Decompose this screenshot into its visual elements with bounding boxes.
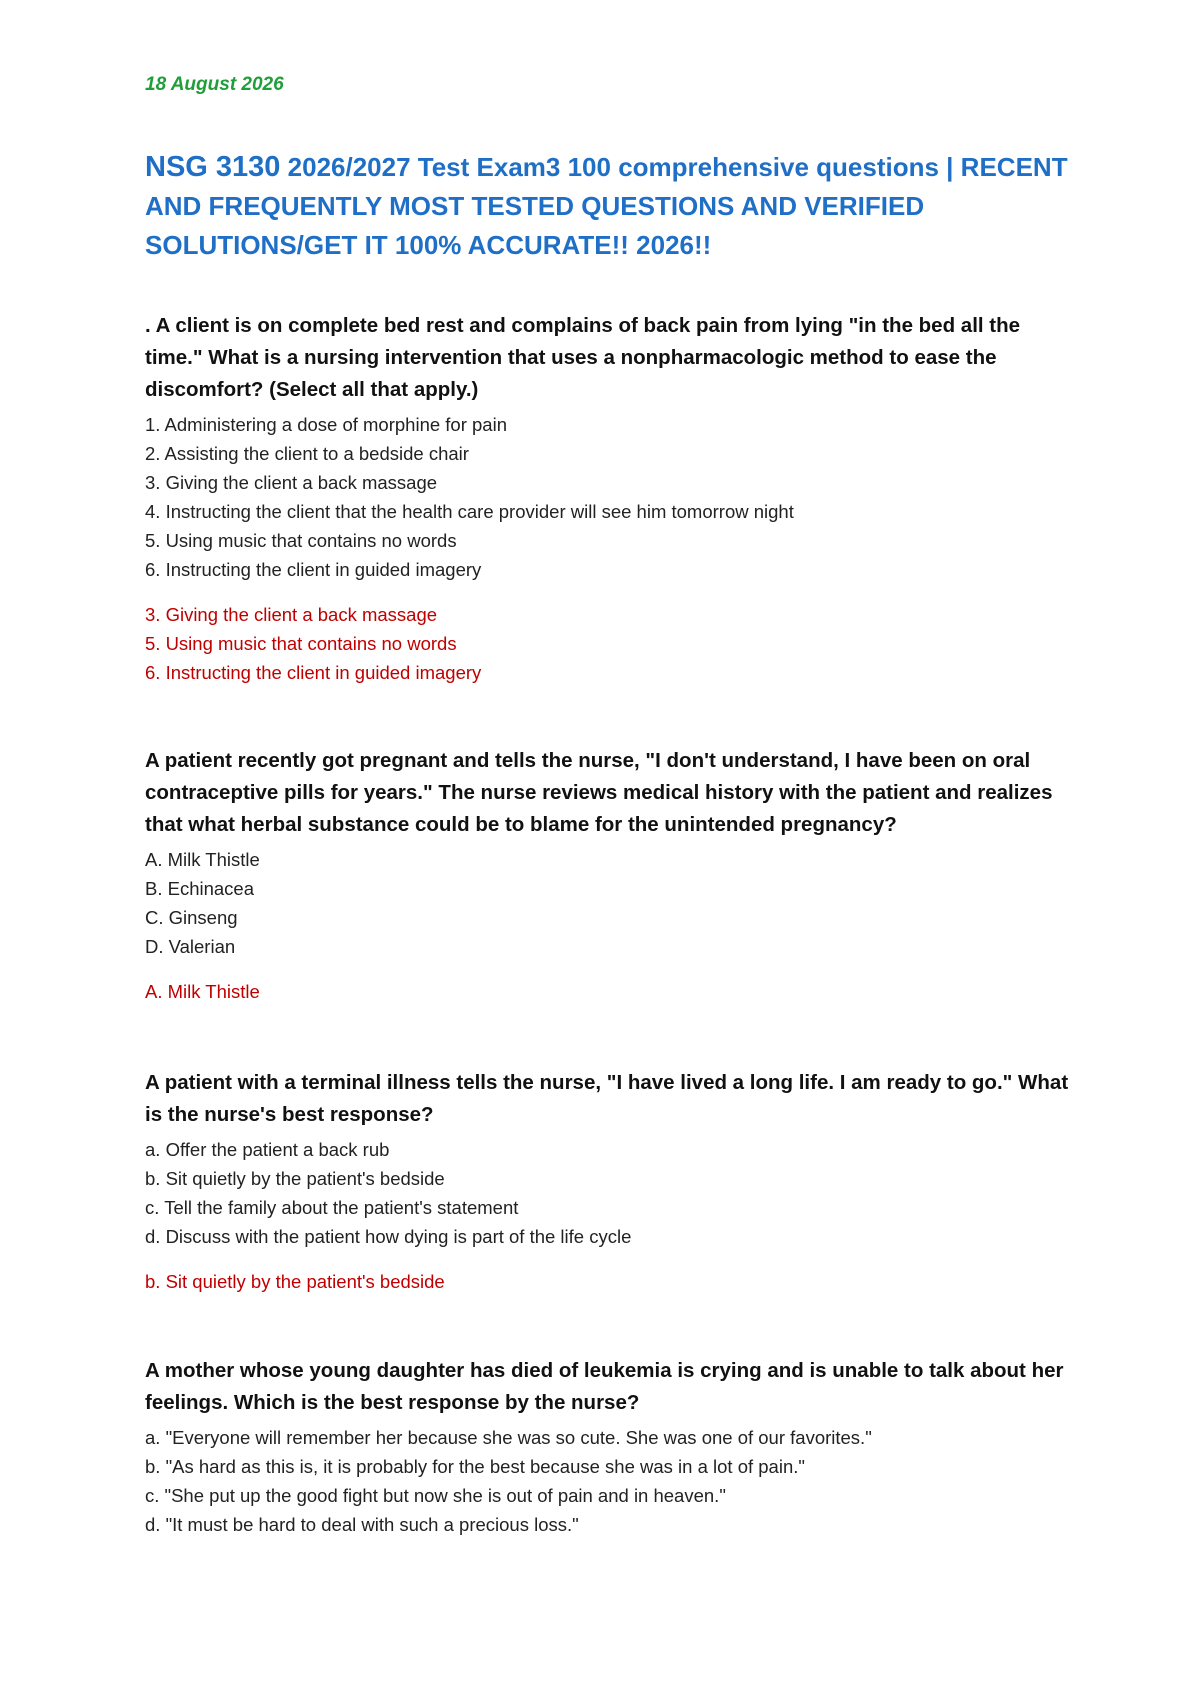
- answer-list: [145, 1267, 1080, 1296]
- question-text: A patient with a terminal illness tells the nurse, "I have lived a long life. I am ready to go." What is the nurse's best response?: [145, 1071, 1069, 1126]
- question-block: [145, 745, 1080, 1006]
- option-item: a. Offer the patient a back rub: [145, 1139, 390, 1160]
- option-item: 3. Giving the client a back massage: [145, 472, 438, 493]
- option-item: a. "Everyone will remember her because she was so cute. She was one of our favorites.": [145, 1427, 872, 1448]
- answer-item: 5. Using music that contains no words: [145, 633, 457, 654]
- option-item: d. Discuss with the patient how dying is part of the life cycle: [145, 1226, 632, 1247]
- answer-list: [145, 977, 1080, 1006]
- answer-item: b. Sit quietly by the patient's bedside: [145, 1271, 445, 1292]
- option-item: A. Milk Thistle: [145, 849, 260, 870]
- option-item: 5. Using music that contains no words: [145, 530, 457, 551]
- option-item: 2. Assisting the client to a bedside chair: [145, 443, 469, 464]
- option-item: b. Sit quietly by the patient's bedside: [145, 1168, 445, 1189]
- document-title: [145, 148, 1085, 265]
- document-date: 18 August 2026: [145, 74, 284, 95]
- option-list: [145, 1135, 1080, 1251]
- question-text: . A client is on complete bed rest and complains of back pain from lying "in the bed all the time." What is a nursing intervention that uses a nonpharmacologic method to ease the discomfort? (Select all that apply.): [145, 314, 1021, 401]
- answer-item: 6. Instructing the client in guided imagery: [145, 662, 482, 683]
- option-item: d. "It must be hard to deal with such a precious loss.": [145, 1514, 579, 1535]
- option-item: 1. Administering a dose of morphine for pain: [145, 414, 507, 435]
- question-block: [145, 310, 1080, 687]
- option-item: 6. Instructing the client in guided imagery: [145, 559, 482, 580]
- option-item: D. Valerian: [145, 936, 236, 957]
- answer-item: A. Milk Thistle: [145, 981, 260, 1002]
- question-text: A mother whose young daughter has died of leukemia is crying and is unable to talk about her feelings. Which is the best response by the nurse?: [145, 1359, 1064, 1414]
- option-item: b. "As hard as this is, it is probably for the best because she was in a lot of pain.": [145, 1456, 805, 1477]
- option-item: B. Echinacea: [145, 878, 255, 899]
- question-block: [145, 1355, 1080, 1539]
- option-list: [145, 410, 1080, 584]
- option-item: c. Tell the family about the patient's statement: [145, 1197, 519, 1218]
- answer-item: 3. Giving the client a back massage: [145, 604, 438, 625]
- option-item: c. "She put up the good fight but now she is out of pain and in heaven.": [145, 1485, 726, 1506]
- answer-list: [145, 600, 1080, 687]
- option-list: [145, 845, 1080, 961]
- option-item: 4. Instructing the client that the health care provider will see him tomorrow night: [145, 501, 794, 522]
- title-description: 2026/2027 Test Exam3 100 comprehensive questions | RECENT AND FREQUENTLY MOST TESTED QUESTIONS AND VERIFIED SOLUTIONS/GET IT 100% ACCURATE!! 2026!!: [145, 152, 1068, 260]
- question-text: A patient recently got pregnant and tells the nurse, "I don't understand, I have been on oral contraceptive pills for years." The nurse reviews medical history with the patient and realizes that what herbal substance could be to blame for the unintended pregnancy?: [145, 749, 1053, 836]
- title-course-code: NSG 3130: [145, 151, 281, 183]
- option-list: [145, 1423, 1080, 1539]
- option-item: C. Ginseng: [145, 907, 238, 928]
- question-block: [145, 1067, 1080, 1296]
